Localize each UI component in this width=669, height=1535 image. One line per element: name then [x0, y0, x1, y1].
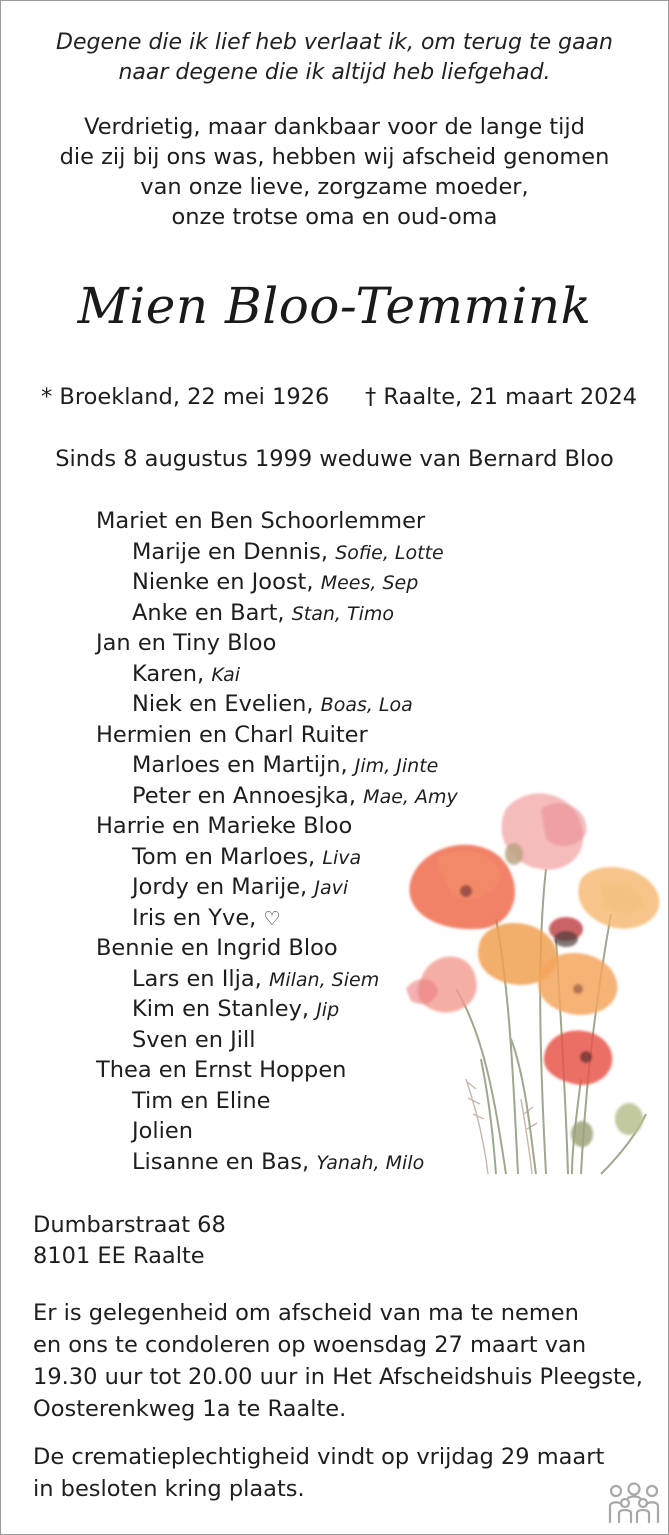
family-member-parent	[96, 506, 458, 537]
family-member-names: Marije en Dennis,	[132, 538, 329, 565]
family-member-parent	[96, 628, 458, 659]
family-member-names: Jolien	[132, 1118, 194, 1144]
address-city: 8101 EE Raalte	[33, 1243, 205, 1269]
intro-line-1: Verdrietig, maar dankbaar voor de lange tijd	[84, 114, 585, 140]
family-member-names: Mariet en Ben Schoorlemmer	[96, 508, 426, 534]
motto-line-2: naar degene die ik altijd heb liefgehad.	[118, 60, 551, 85]
family-member-child	[96, 872, 458, 903]
family-member-child	[96, 598, 458, 629]
grandchildren-names: Stan, Timo	[291, 602, 395, 625]
death-date: † Raalte, 21 maart 2024	[365, 384, 638, 410]
family-member-child	[96, 842, 458, 873]
intro-line-4: onze trotse oma en oud-oma	[171, 204, 498, 230]
ceremony-line-2: in besloten kring plaats.	[33, 1476, 305, 1502]
family-member-parent	[96, 933, 458, 964]
grandchildren-names: Javi	[314, 877, 349, 899]
family-member-names: Jordy en Marije,	[132, 874, 308, 900]
ceremony-line-1: De crematieplechtigheid vindt op vrijdag 29 maart	[33, 1444, 605, 1470]
family-member-child	[96, 1147, 458, 1178]
family-member-names: Kim en Stanley,	[132, 996, 310, 1022]
grandchildren-names: Jim, Jinte	[354, 755, 439, 777]
family-member-names: Anke en Bart,	[132, 599, 285, 626]
family-member-names: Lars en Ilja,	[132, 965, 262, 992]
family-member-child	[96, 903, 458, 934]
deceased-name: Mien Bloo-Temmink	[77, 277, 592, 335]
grandchildren-names: ♡	[263, 907, 281, 930]
motto-line-1: Degene die ik lief heb verlaat ik, om terug te gaan	[56, 30, 613, 55]
intro-line-2: die zij bij ons was, hebben wij afscheid genomen	[59, 144, 610, 170]
family-member-names: Thea en Ernst Hoppen	[96, 1057, 347, 1083]
grandchildren-names: Liva	[322, 846, 362, 869]
family-member-names: Iris en Yve,	[132, 904, 257, 931]
family-member-child	[96, 1025, 458, 1056]
grandchildren-names: Jip	[316, 999, 340, 1021]
family-member-child	[96, 994, 458, 1025]
birth-date: * Broekland, 22 mei 1926	[41, 384, 330, 410]
grandchildren-names: Yanah, Milo	[316, 1151, 425, 1174]
family-member-names: Peter en Annoesjka,	[132, 782, 357, 809]
address-street: Dumbarstraat 68	[33, 1212, 226, 1238]
family-member-child	[96, 964, 458, 995]
grandchildren-names: Milan, Siem	[268, 968, 380, 991]
grandchildren-names: Kai	[211, 663, 241, 686]
family-member-child	[96, 537, 458, 568]
family-member-names: Bennie en Ingrid Bloo	[96, 935, 338, 961]
family-member-child	[96, 1086, 458, 1117]
family-member-names: Hermien en Charl Ruiter	[96, 721, 368, 748]
family-member-names: Niek en Evelien,	[132, 691, 314, 717]
family-member-parent	[96, 811, 458, 842]
grandchildren-names: Mae, Amy	[363, 785, 458, 808]
family-member-names: Harrie en Marieke Bloo	[96, 813, 353, 839]
family-member-parent	[96, 720, 458, 751]
family-list	[96, 506, 458, 1177]
family-member-names: Sven en Jill	[132, 1026, 256, 1053]
family-member-names: Tom en Marloes,	[132, 843, 316, 870]
condolence-line-1: Er is gelegenheid om afscheid van ma te nemen	[33, 1300, 579, 1326]
family-member-names: Jan en Tiny Bloo	[96, 630, 277, 656]
family-member-parent	[96, 1055, 458, 1086]
condolence-line-4: Oosterenkweg 1a te Raalte.	[33, 1396, 347, 1422]
widow-note: Sinds 8 augustus 1999 weduwe van Bernard Bloo	[55, 446, 614, 472]
family-member-child	[96, 689, 458, 720]
condolence-line-3: 19.30 uur tot 20.00 uur in Het Afscheidshuis Pleegste,	[33, 1364, 643, 1390]
family-member-child	[96, 781, 458, 812]
family-member-child	[96, 1116, 458, 1147]
intro-line-3: van onze lieve, zorgzame moeder,	[140, 174, 529, 200]
family-member-names: Tim en Eline	[132, 1087, 271, 1114]
family-member-names: Karen,	[132, 660, 205, 687]
family-member-names: Nienke en Joost,	[132, 569, 314, 595]
family-member-names: Lisanne en Bas,	[132, 1148, 310, 1175]
grandchildren-names: Boas, Loa	[320, 694, 413, 716]
family-member-child	[96, 659, 458, 690]
people-group-logo-icon	[607, 1482, 661, 1524]
condolence-line-2: en ons te condoleren op woensdag 27 maart van	[33, 1332, 587, 1358]
family-member-child	[96, 567, 458, 598]
family-member-names: Marloes en Martijn,	[132, 752, 348, 778]
grandchildren-names: Mees, Sep	[320, 572, 419, 594]
grandchildren-names: Sofie, Lotte	[335, 541, 444, 564]
family-member-child	[96, 750, 458, 781]
